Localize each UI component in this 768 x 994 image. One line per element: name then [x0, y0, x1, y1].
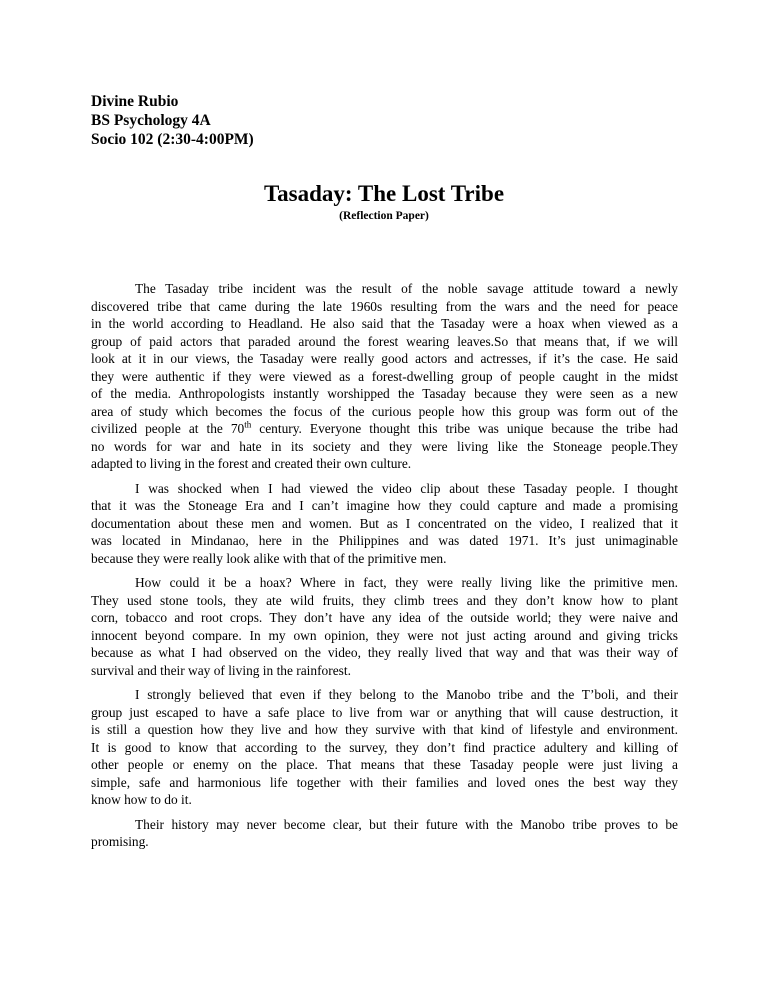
paragraph-line: area of study which becomes the focus of the curious people how this group was form out of the: [91, 403, 678, 419]
author-header: [91, 92, 254, 149]
paragraph-line: I strongly believed that even if they belong to the Manobo tribe and the T’boli, and their: [135, 687, 678, 702]
paragraph-line: It is good to know that according to the survey, they don’t find practice adultery and killing of: [91, 739, 678, 755]
paragraph-line: discovered tribe that came during the late 1960s resulting from the wars and the need for peace: [91, 298, 678, 314]
paragraph-3: [91, 574, 678, 679]
paragraph-line: group just escaped to have a safe place to live from war or anything that will cause destruction, it: [91, 704, 678, 720]
paragraph-line: documentation about these men and women. But as I concentrated on the video, I realized that it: [91, 515, 678, 531]
paragraph-line: corn, tobacco and root crops. They don’t have any idea of the outside world; they were naive and: [91, 610, 678, 625]
paragraph-line: Their history may never become clear, but their future with the Manobo tribe proves to be: [135, 816, 678, 832]
paragraph-line: innocent beyond compare. In my own opinion, they were not just acting around and giving tricks: [91, 627, 678, 643]
paragraph-2: [91, 480, 678, 568]
paragraph-line: survival and their way of living in the rainforest.: [91, 662, 351, 678]
paragraph-line: was located in Mindanao, here in the Philippines and was dated 1971. It’s just unimaginable: [91, 533, 678, 548]
paragraph-line: other people or enemy on the place. That means that these Tasaday people were just living a: [91, 757, 678, 772]
paragraph-line: they were authentic if they were viewed as a forest-dwelling group of people caught in the midst: [91, 368, 678, 384]
paragraph-line: of the media. Anthropologists instantly worshipped the Tasaday because they were seen as a new: [91, 386, 678, 401]
author-name: Divine Rubio: [91, 93, 179, 110]
paragraph-line: I was shocked when I had viewed the video clip about these Tasaday people. I thought: [135, 480, 678, 496]
line-rest: century. Everyone thought this tribe was unique because the tribe had: [251, 421, 678, 436]
paragraph-line-with-superscript: [91, 420, 678, 438]
paragraph-line: because as what I had observed on the video, they really lived that way and that was their way of: [91, 645, 678, 660]
paragraph-line: is still a question how they live and how they survive with that kind of lifestyle and environment.: [91, 722, 678, 737]
paragraph-line: because they were really look alike with that of the primitive men.: [91, 550, 447, 566]
paragraph-line: in the world according to Headland. He also said that the Tasaday were a hoax when viewed as a: [91, 316, 678, 331]
paragraph-line: look at it in our views, the Tasaday were really good actors and actresses, if it’s the case. He said: [91, 351, 678, 366]
subject-label: Socio 102 (2:30-4:00PM): [91, 131, 254, 148]
paragraph-line: They used stone tools, they ate wild fruits, they climb trees and they don’t know how to plant: [91, 592, 678, 608]
line-start: civilized people at the 70: [91, 421, 245, 436]
paragraph-line: know how to do it.: [91, 792, 192, 807]
paragraph-line: simple, safe and harmonious life together with their families and loved ones the best way they: [91, 774, 678, 790]
paragraph-line: adapted to living in the forest and created their own culture.: [91, 456, 412, 471]
paragraph-line: How could it be a hoax? Where in fact, they were really living like the primitive men.: [135, 575, 678, 590]
document-body: [91, 280, 678, 858]
ordinal-superscript: th: [244, 419, 252, 430]
paragraph-line: that it was the Stoneage Era and I can’t imagine how they could capture and made a promising: [91, 498, 678, 513]
paragraph-4: [91, 686, 678, 809]
paragraph-5: [91, 816, 678, 851]
course-label: BS Psychology 4A: [91, 112, 211, 129]
paragraph-line: no words for war and hate in its society and they were living like the Stoneage people.They: [91, 438, 678, 454]
document-title: Tasaday: The Lost Tribe: [263, 181, 505, 206]
document-subtitle: (Reflection Paper): [339, 210, 429, 222]
paragraph-1: [91, 280, 678, 473]
paragraph-line: promising.: [91, 834, 149, 849]
paragraph-line: The Tasaday tribe incident was the result of the noble savage attitude toward a newly: [135, 281, 678, 296]
paragraph-line: group of paid actors that paraded around the forest wearing leaves.So that means that, if we will: [91, 333, 678, 349]
